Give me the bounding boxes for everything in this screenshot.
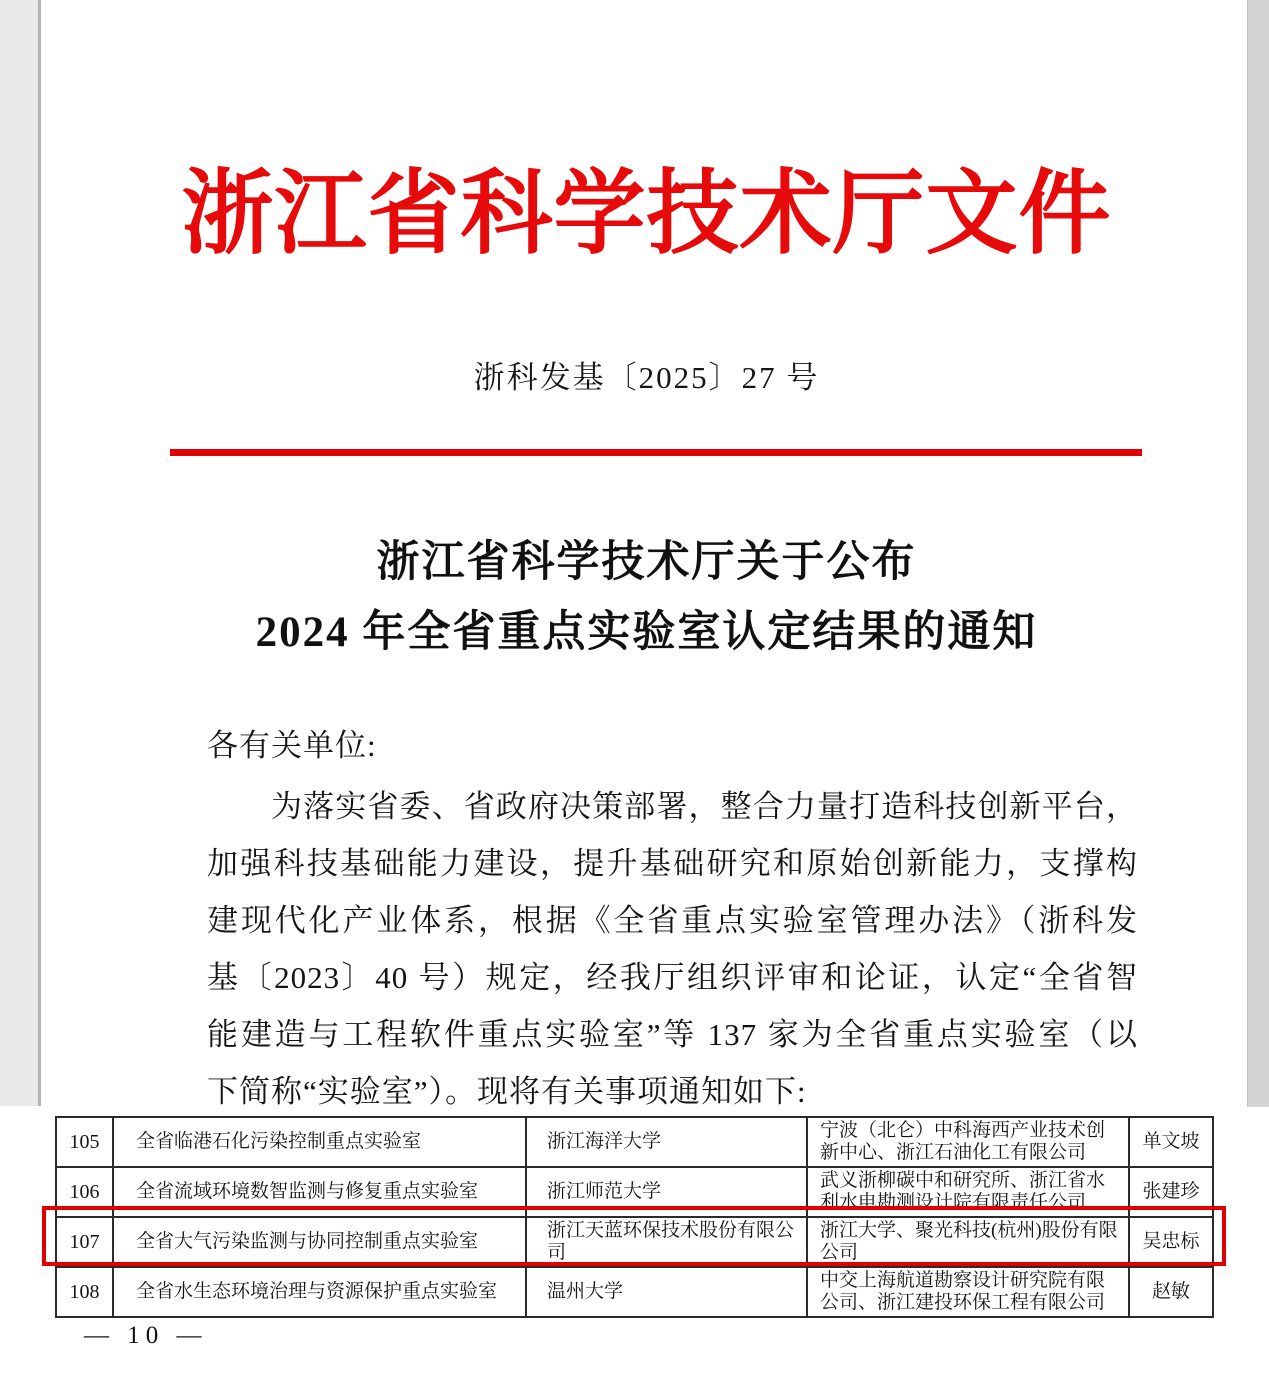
document-number: 浙科发基〔2025〕27 号 bbox=[473, 360, 820, 395]
person-cell: 赵敏 bbox=[1129, 1267, 1213, 1317]
table-row bbox=[56, 1167, 1213, 1217]
lab-name-cell: 全省水生态环境治理与资源保护重点实验室 bbox=[113, 1267, 526, 1317]
body-line: 下简称“实验室”）。现将有关事项通知如下: bbox=[207, 1074, 807, 1109]
red-separator-line bbox=[170, 449, 1142, 456]
row-number-cell: 105 bbox=[56, 1117, 113, 1167]
labs-table bbox=[55, 1116, 1214, 1318]
notice-title-line2: 2024 年全省重点实验室认定结果的通知 bbox=[255, 609, 1038, 656]
letterhead-title: 浙江省科学技术厅文件 bbox=[181, 163, 1112, 265]
body-line: 建现代化产业体系，根据《全省重点实验室管理办法》（浙科发 bbox=[207, 903, 1138, 938]
partners-cell: 宁波（北仑）中科海西产业技术创新中心、浙江石油化工有限公司 bbox=[807, 1117, 1129, 1167]
person-cell: 单文坡 bbox=[1129, 1117, 1213, 1167]
person-cell: 张建珍 bbox=[1129, 1167, 1213, 1217]
row-number-cell: 108 bbox=[56, 1267, 113, 1317]
row-number-cell: 107 bbox=[56, 1217, 113, 1267]
table-row bbox=[56, 1267, 1213, 1317]
scan-margin-right bbox=[1247, 0, 1269, 1107]
body-line: 能建造与工程软件重点实验室”等 137 家为全省重点实验室（以 bbox=[207, 1017, 1138, 1052]
partners-cell: 武义浙柳碳中和研究所、浙江省水利水电勘测设计院有限责任公司 bbox=[807, 1167, 1129, 1217]
partners-cell: 浙江大学、聚光科技(杭州)股份有限公司 bbox=[807, 1217, 1129, 1267]
body-line: 基〔2023〕40 号）规定，经我厅组织评审和论证，认定“全省智 bbox=[207, 960, 1138, 995]
institution-cell: 浙江师范大学 bbox=[526, 1167, 807, 1217]
institution-cell: 浙江天蓝环保技术股份有限公司 bbox=[526, 1217, 807, 1267]
institution-cell: 浙江海洋大学 bbox=[526, 1117, 807, 1167]
page-number: — 10 — bbox=[84, 1322, 208, 1349]
partners-cell: 中交上海航道勘察设计研究院有限公司、浙江建投环保工程有限公司 bbox=[807, 1267, 1129, 1317]
lab-name-cell: 全省临港石化污染控制重点实验室 bbox=[113, 1117, 526, 1167]
body-line: 为落实省委、省政府决策部署，整合力量打造科技创新平台， bbox=[271, 789, 1138, 824]
salutation: 各有关单位: bbox=[207, 728, 377, 763]
notice-title-line1: 浙江省科学技术厅关于公布 bbox=[376, 539, 917, 586]
body-paragraph bbox=[207, 778, 1138, 1120]
table-row-highlighted bbox=[56, 1217, 1213, 1267]
scan-margin-left bbox=[0, 0, 41, 1106]
institution-cell: 温州大学 bbox=[526, 1267, 807, 1317]
lab-name-cell: 全省大气污染监测与协同控制重点实验室 bbox=[113, 1217, 526, 1267]
lab-name-cell: 全省流域环境数智监测与修复重点实验室 bbox=[113, 1167, 526, 1217]
body-line: 加强科技基础能力建设，提升基础研究和原始创新能力，支撑构 bbox=[207, 846, 1138, 881]
row-number-cell: 106 bbox=[56, 1167, 113, 1217]
table-row bbox=[56, 1117, 1213, 1167]
person-cell: 吴忠标 bbox=[1129, 1217, 1213, 1267]
